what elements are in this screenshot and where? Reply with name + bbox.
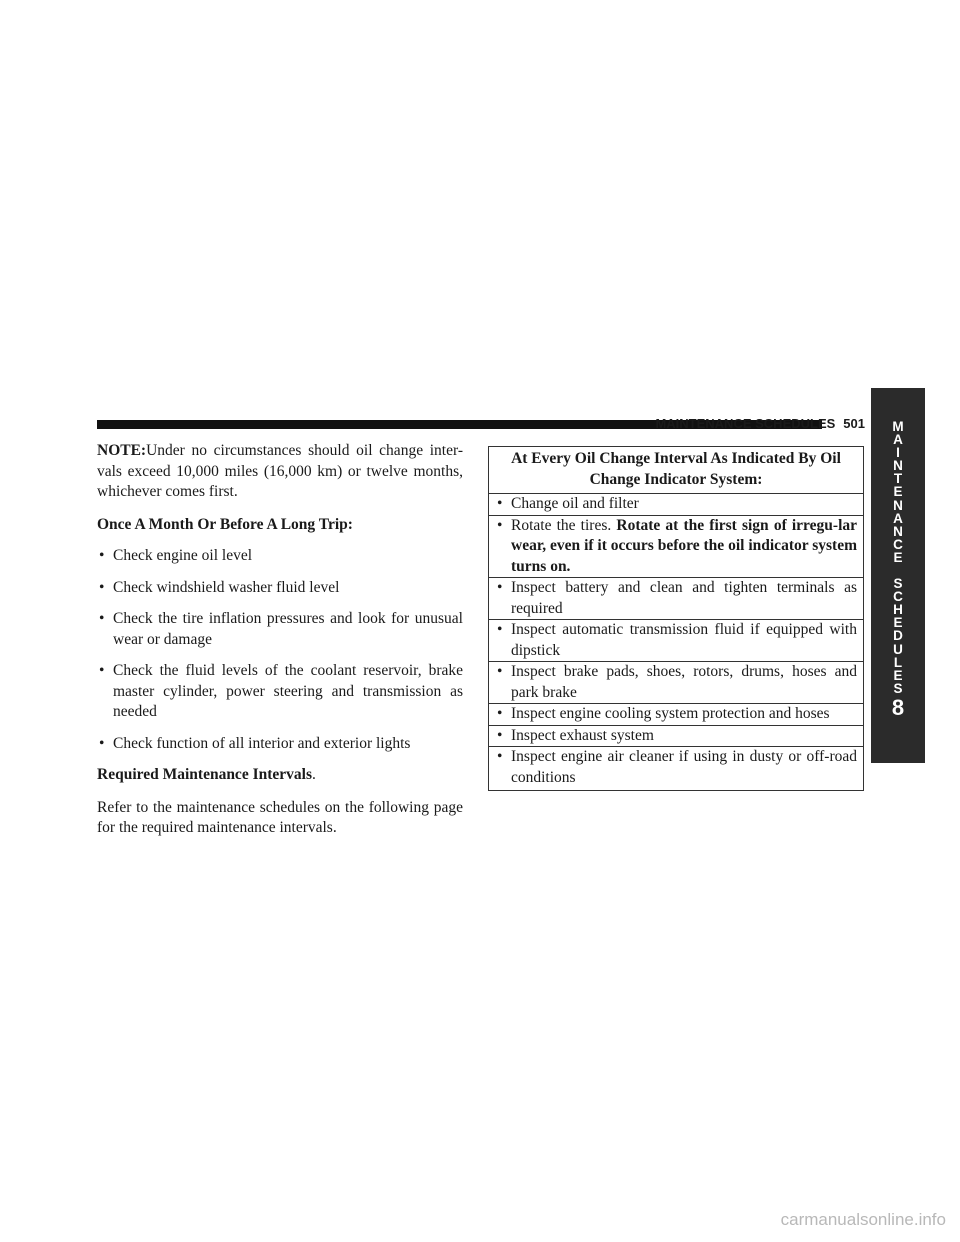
bullet-icon: • [497, 663, 503, 680]
bullet-icon: • [497, 621, 503, 638]
side-tab-letter: E [893, 549, 903, 565]
side-tab-letter: N [893, 497, 903, 513]
page-number: 501 [843, 416, 865, 431]
row-text: Inspect exhaust system [511, 726, 654, 744]
side-tab-letter: H [893, 602, 903, 618]
list-item [97, 609, 463, 650]
chapter-side-tab[interactable] [871, 388, 925, 763]
list-item-text: Check the tire inflation pressures and look for unusual wear or damage [113, 610, 463, 648]
table-heading: At Every Oil Change Interval As Indicated By Oil Change Indicator System: [489, 447, 863, 494]
row-text-bold: Rotate at the first sign of irregu-lar wear, even if it occurs before the oil indicator system turns on. [511, 516, 857, 575]
bullet-icon: • [99, 662, 105, 679]
side-tab-letter: C [893, 536, 903, 552]
table-row [489, 704, 863, 726]
monthly-heading: Once A Month Or Before A Long Trip: [97, 515, 353, 533]
bullet-icon: • [99, 547, 105, 564]
table-row [489, 620, 863, 662]
side-tab-letters [892, 420, 903, 695]
table-row [489, 516, 863, 579]
bullet-icon: • [99, 734, 105, 752]
side-tab-letter: A [893, 510, 903, 526]
side-tab-letter: S [893, 680, 903, 696]
oil-change-interval-table [488, 446, 864, 791]
table-row [489, 494, 863, 516]
list-item-text: Check windshield washer fluid level [113, 578, 340, 596]
bullet-icon: • [497, 516, 503, 534]
side-tab-letter: L [893, 654, 903, 670]
note-paragraph [97, 441, 463, 503]
side-tab-letter: S [893, 576, 903, 592]
required-intervals-heading [97, 765, 463, 786]
note-text: Under no circumstances should oil change inter-vals exceed 10,000 miles (16,000 km) or twelve months, whichever comes first. [97, 442, 463, 500]
side-tab-letter: C [893, 589, 903, 605]
row-text: Inspect battery and clean and tighten terminals as required [511, 579, 857, 617]
watermark: carmanualsonline.info [780, 1210, 946, 1229]
side-tab-letter: N [893, 458, 903, 474]
list-item-text: Check engine oil level [113, 547, 253, 564]
list-item-text: Check function of all interior and exterior lights [113, 734, 411, 752]
side-tab-letter: D [893, 628, 903, 644]
list-item [97, 734, 463, 755]
chapter-number: 8 [891, 694, 905, 720]
bullet-icon: • [497, 748, 503, 765]
section-title: MAINTENANCE SCHEDULES [655, 416, 836, 431]
row-text: Inspect automatic transmission fluid if equipped with dipstick [511, 621, 857, 659]
side-tab-letter: M [892, 419, 904, 434]
side-tab-letter: N [893, 523, 903, 539]
side-tab-letter: E [893, 667, 903, 683]
monthly-checklist [97, 546, 463, 754]
side-tab-letter: A [893, 432, 903, 448]
row-text: Change oil and filter [511, 495, 639, 512]
list-item-text: Check the fluid levels of the coolant reservoir, brake master cylinder, power steering and transmission as needed [113, 662, 463, 720]
required-heading-period: . [311, 766, 316, 783]
bullet-icon: • [497, 579, 503, 596]
left-column [97, 441, 463, 839]
required-heading-text: Required Maintenance Intervals [97, 766, 312, 783]
side-tab-letter: U [893, 641, 903, 657]
list-item [97, 661, 463, 723]
row-text: Inspect engine air cleaner if using in dusty or off-road conditions [511, 748, 857, 786]
bullet-icon: • [497, 705, 503, 722]
bullet-icon: • [99, 578, 105, 596]
bullet-icon: • [99, 610, 105, 627]
table-row [489, 578, 863, 620]
list-item [97, 546, 463, 567]
row-text: Rotate the tires. [511, 516, 617, 534]
side-tab-letter: E [893, 615, 903, 631]
side-tab-letter: T [893, 471, 903, 487]
row-text: Inspect brake pads, shoes, rotors, drums, hoses and park brake [511, 663, 857, 701]
side-tab-letter: E [893, 484, 903, 500]
side-tab-letter: I [896, 445, 900, 461]
list-item [97, 578, 463, 599]
table-row [489, 747, 863, 790]
table-row [489, 662, 863, 704]
bullet-icon: • [497, 726, 503, 744]
bullet-icon: • [497, 495, 503, 512]
table-row [489, 726, 863, 748]
note-label: NOTE: [97, 442, 147, 459]
refer-paragraph: Refer to the maintenance schedules on the following page for the required maintenance intervals. [97, 798, 463, 836]
row-text: Inspect engine cooling system protection and hoses [511, 705, 830, 722]
running-header [620, 416, 865, 431]
